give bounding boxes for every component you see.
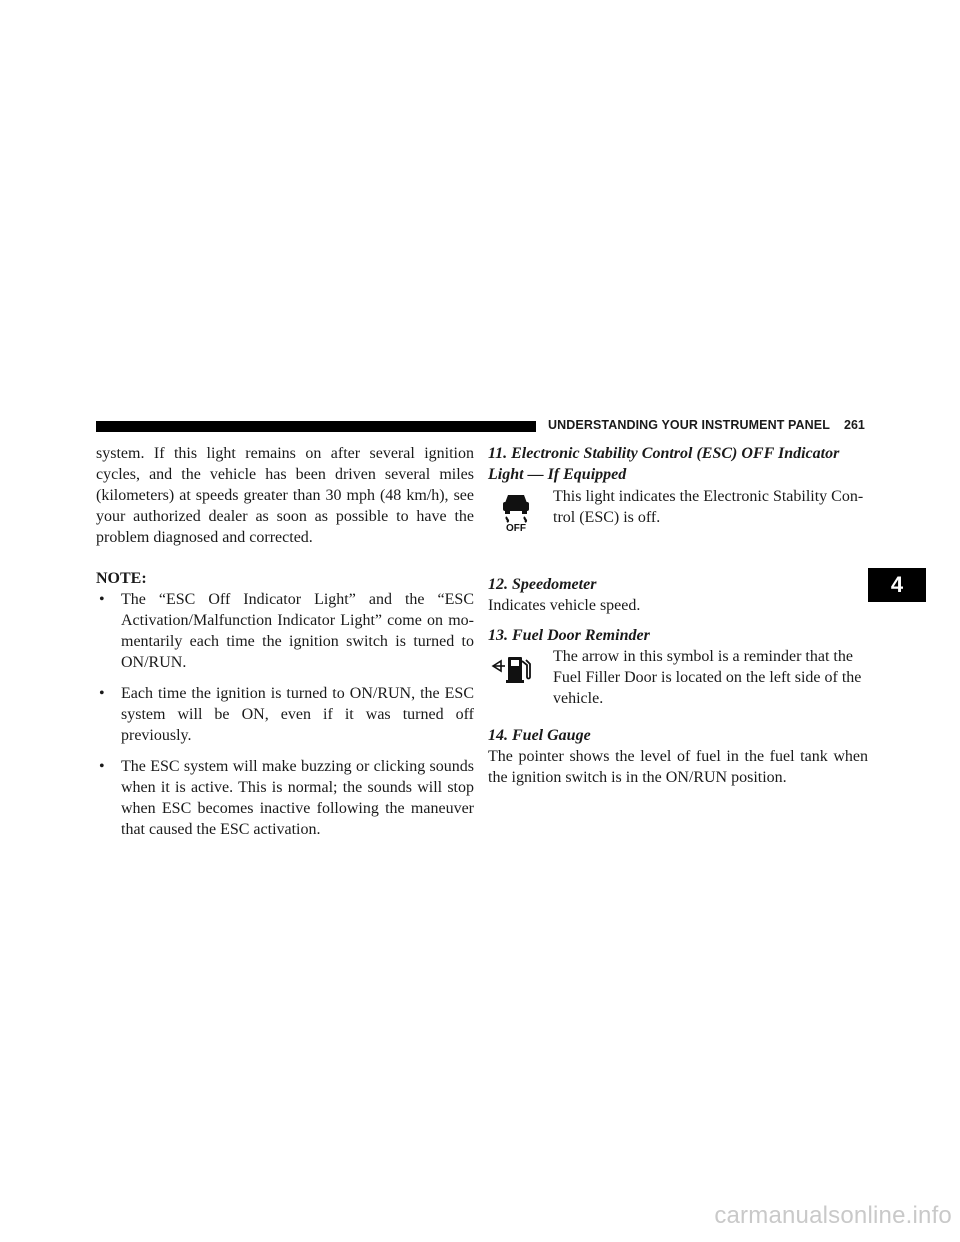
chapter-tab: 4 bbox=[868, 568, 926, 602]
right-column bbox=[488, 443, 868, 788]
note-bullet bbox=[96, 589, 474, 673]
item-speedometer bbox=[488, 574, 868, 616]
item-esc-off bbox=[488, 443, 868, 532]
note-label: NOTE: bbox=[96, 570, 147, 587]
fuel-door-heading: 13. Fuel Door Reminder bbox=[488, 627, 650, 644]
fuel-gauge-text: The pointer shows the level of fuel in the fuel tank when the ignition switch is in the ON/RUN position. bbox=[488, 748, 868, 786]
bullet-text: Each time the ignition is turned to ON/RUN, the ESC system will be ON, even if it was turned off previously. bbox=[121, 685, 474, 744]
fuel-pump-icon bbox=[491, 651, 535, 693]
header-rule bbox=[96, 421, 536, 432]
fuel-gauge-heading: 14. Fuel Gauge bbox=[488, 727, 591, 744]
esc-off-text: This light indicates the Electronic Stability Con-trol (ESC) is off. bbox=[553, 488, 864, 526]
note-bullet bbox=[96, 756, 474, 840]
watermark: carmanualsonline.info bbox=[714, 1202, 952, 1229]
bullet-dot-icon: • bbox=[99, 758, 105, 775]
page-number: 261 bbox=[844, 418, 865, 432]
item-fuel-door bbox=[488, 625, 868, 709]
bullet-dot-icon: • bbox=[99, 685, 105, 702]
note-bullet bbox=[96, 683, 474, 746]
intro-paragraph: system. If this light remains on after several ignition cycles, and the vehicle has been driven several miles (kilometers) at speeds greater than 30 mph (48 km/h), see your authorized dealer as soon as possible to have the problem diagnosed and corrected. bbox=[96, 445, 474, 546]
fuel-door-text: The arrow in this symbol is a reminder that the Fuel Filler Door is located on the left side of the vehicle. bbox=[553, 648, 862, 707]
note-bullet-list bbox=[96, 589, 474, 840]
esc-off-heading: 11. Electronic Stability Control (ESC) OFF Indicator Light — If Equipped bbox=[488, 445, 840, 483]
speedometer-text: Indicates vehicle speed. bbox=[488, 597, 641, 614]
left-column bbox=[96, 443, 474, 840]
esc-off-icon bbox=[498, 490, 534, 538]
item-fuel-gauge bbox=[488, 725, 868, 788]
bullet-text: The ESC system will make buzzing or clicking sounds when it is active. This is normal; the sounds will stop when ESC becomes inactive following the maneuver that caused the ESC activation. bbox=[121, 758, 474, 838]
bullet-text: The “ESC Off Indicator Light” and the “ESC Activation/Malfunction Indicator Light” come on mo-mentarily each time the ignition switch is turned to ON/RUN. bbox=[121, 591, 474, 671]
bullet-dot-icon: • bbox=[99, 591, 105, 608]
section-title: UNDERSTANDING YOUR INSTRUMENT PANEL bbox=[548, 418, 830, 432]
speedometer-heading: 12. Speedometer bbox=[488, 576, 597, 593]
esc-off-icon-label: OFF bbox=[506, 523, 526, 532]
